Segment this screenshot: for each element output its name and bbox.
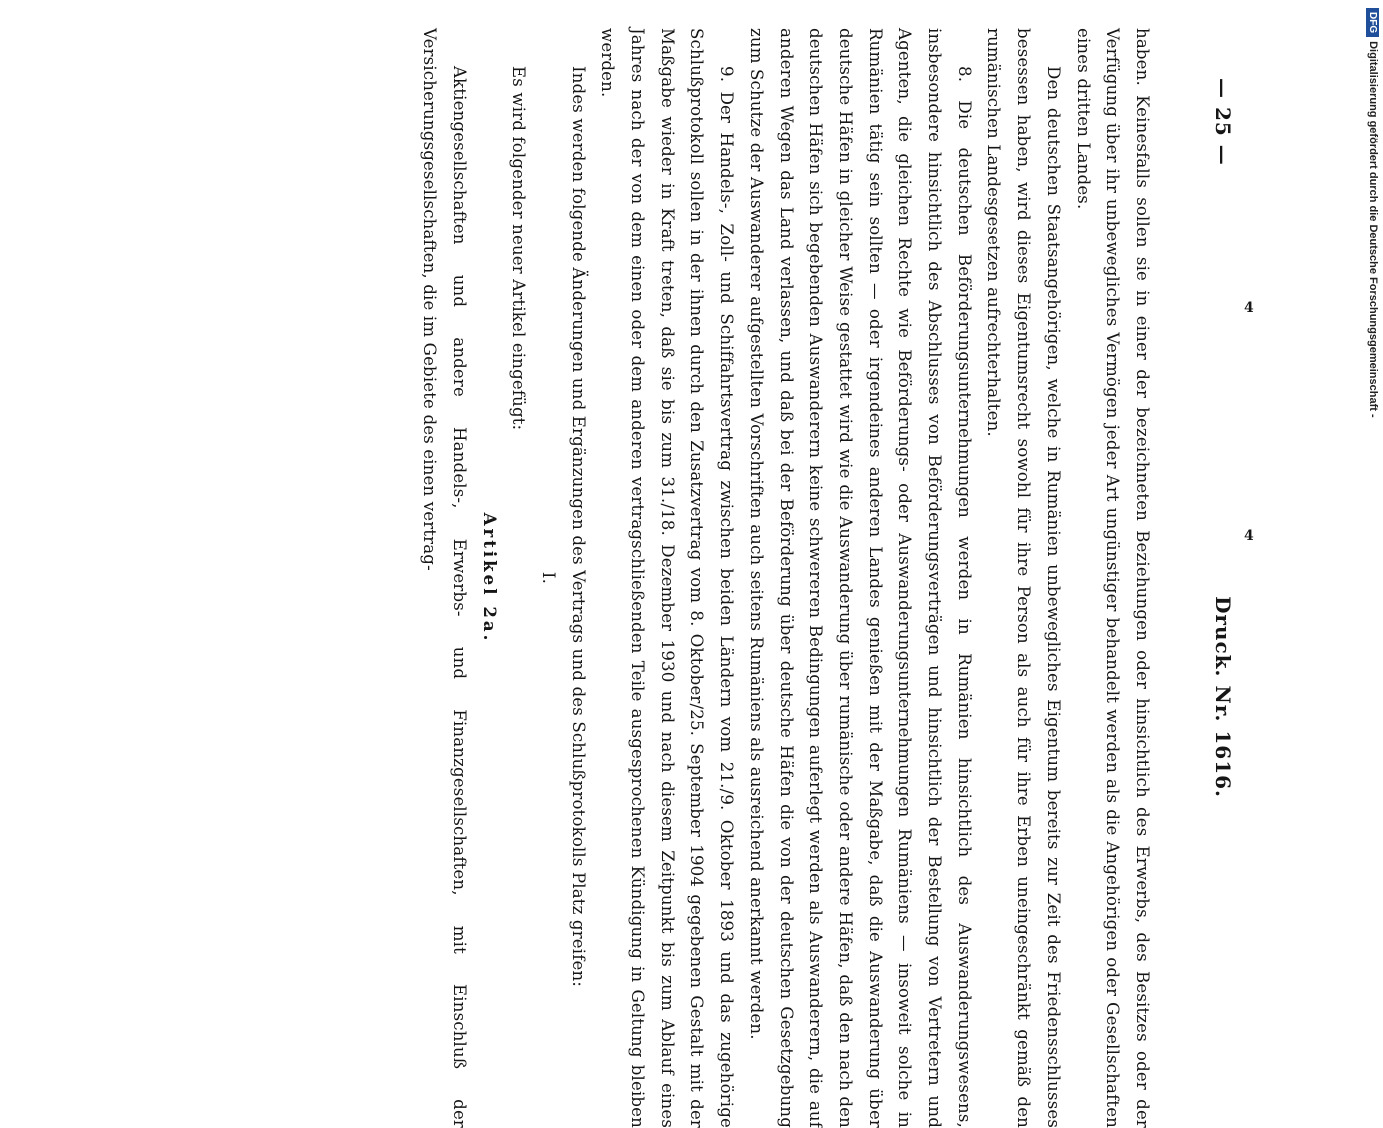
digitization-credit [1359,8,1383,998]
page-header [1201,78,1235,798]
credit-text: Digitalisierung gefördert durch die Deutsche Forschungsgemeinschaft - [1367,41,1379,418]
signature-mark: 4 [1244,300,1254,316]
paragraph: Indes werden folgende Änderungen und Ergänzungen des Vertrags und des Schlußprotokolls Platz greifen: [568,66,588,988]
document-title: Druck. Nr. 1616. [1211,596,1235,798]
artikel-title: Artikel 2a. [479,512,500,644]
body-text [414,28,1157,1128]
page-number: — 25 — [1211,78,1235,166]
paragraph: haben. Keinesfalls sollen sie in einer der bezeichneten Beziehungen oder hinsichtlich des Erwerbs, des Besitzes oder der Verfügung über ihr unbewegliches Vermögen jeder Art ungünstiger behandelt werden als die Angehörigen oder Gesellschaften eines dritten Landes. [1073,28,1152,1128]
rotated-document-content [135,28,1235,1128]
paragraph: 9. Der Handels-, Zoll- und Schiffahrtsvertrag zwischen beiden Ländern vom 21./9. Oktober 1893 und das zugehörige Schlußprotokoll sollen in der ihnen durch den Zusatzvertrag vom 8. Oktober/25. September 1904 gegebenen Gestalt mit der Maßgabe wieder in Kraft treten, daß sie bis zum 31./18. Dezember 1930 und nach diesem Zeitpunkt bis zum Ablauf eines Jahres nach der von dem einen oder dem anderen vertragschließenden Teile ausgesprochenen Kündigung in Geltung bleiben werden. [598,28,737,1128]
artikel-text: Aktiengesellschaften und andere Handels-, Erwerbs- und Finanzgesellschaften, mit Einschluß der Versicherungsgesellschaften, die im Gebiete des einen vertrag- [420,28,469,1128]
paragraph: 8. Die deutschen Beförderungsunternehmungen werden in Rumänien hinsichtlich des Auswanderungswesens, insbesondere hinsichtlich des Abschlusses von Beförderungsverträgen und hinsichtlich der Bestellung von Vertretern und Agenten, die gleichen Rechte wie Beförderungs- oder Auswanderungsunternehmungen Rumäniens — insoweit solche in Rumänien tätig sein sollten — oder irgendeines anderen Landes genießen mit der Maßgabe, daß die Auswanderung über deutsche Häfen in gleicher Weise gestattet wird wie die Auswanderung über rumänische oder andere Häfen, daß den nach den deutschen Häfen sich begebenden Auswanderern keine schwereren Bedingungen auferlegt werden als Auswanderern, die auf anderen Wegen das Land verlassen, und daß bei der Beförderung über deutsche Häfen die von der deutschen Gesetzgebung zum Schutze der Auswanderer aufgestellten Vorschriften auch seitens Rumäniens als ausreichend anerkannt werden. [746,28,974,1128]
section-roman-numeral: I. [538,571,558,585]
paragraph: Den deutschen Staatsangehörigen, welche in Rumänien unbewegliches Eigentum bereits zur Zeit des Friedensschlusses besessen haben, wird dieses Eigentumsrecht sowohl für ihre Person als auch für ihre Erben uneingeschränkt gemäß den rumänischen Landesgesetzen aufrechterhalten. [984,28,1063,1128]
dfg-logo: DFG [1366,8,1379,37]
signature-mark: 4 [1244,528,1254,544]
section-intro: Es wird folgender neuer Artikel eingefügt: [509,66,529,431]
